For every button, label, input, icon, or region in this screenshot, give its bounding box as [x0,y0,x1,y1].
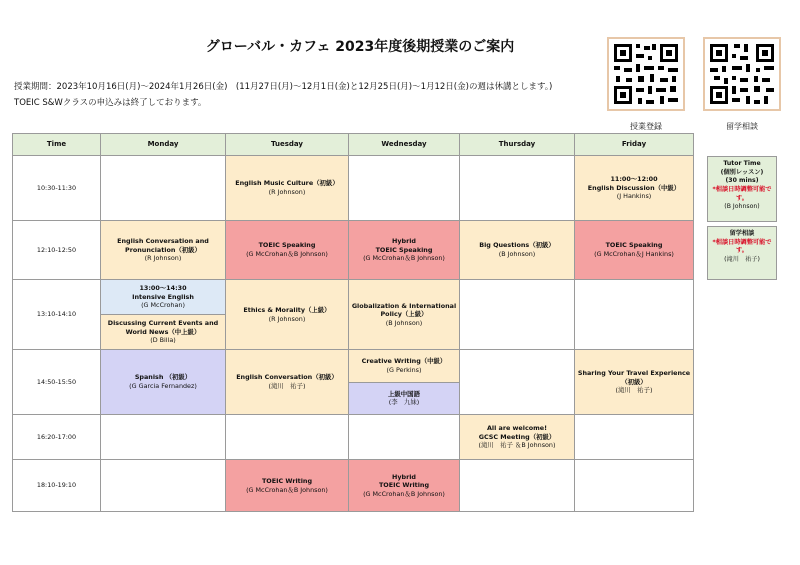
course-name: 上級中国語 [388,389,420,398]
empty-cell [101,460,226,512]
time-slot: 13:10-14:10 [13,280,101,350]
class-cell [575,156,694,221]
instructor: (R Johnson) [144,254,182,263]
time-slot: 14:50-15:50 [13,350,101,415]
tutor-title: Tutor Time [723,160,761,167]
course-name: Spanish （初級） [134,373,192,382]
empty-cell [101,415,226,460]
empty-cell [460,156,575,221]
class-cell [226,460,349,512]
class-cell [226,350,349,415]
course-name: TOEIC Speaking [258,241,316,250]
header-thursday: Thursday [460,134,575,156]
header-row [13,134,694,156]
course-name: Discussing Current Events and World News（中上級） [107,319,219,336]
class-cell [101,314,225,349]
class-cell [101,280,225,314]
course-name: Ethics & Morality（上級） [243,305,331,314]
time-slot: 10:30-11:30 [13,156,101,221]
empty-cell [575,415,694,460]
table-row [13,221,694,280]
class-note: All are welcome! [486,424,548,433]
course-name: TOEIC Speaking [605,241,663,250]
class-format: Hybrid [391,237,416,246]
study-note: *相談日時調整可能です。 [712,238,772,255]
instructor: (G McCrohan＆B Johnson) [363,489,445,498]
instructor: (G McCrohan＆B Johnson) [363,254,445,263]
instructor: (G McCrohan＆J Hankins) [594,250,674,258]
header-time: Time [13,134,101,156]
class-format: Hybrid [391,472,416,481]
page-title: グローバル・カフェ 2023年度後期授業のご案内 [205,39,515,55]
course-name: Globalization & International Policy（上級） [351,301,457,319]
period-text: 授業期間：2023年10月16日(月)～2024年1月26日(金) (11月27日(月)～12月1日(金)と12月25日(月)～1月12日(金)の週は休講とします。) [14,82,553,92]
class-cell [226,156,349,221]
header-monday: Monday [101,134,226,156]
empty-cell [101,156,226,221]
qr-study-abroad[interactable] [702,36,782,132]
qr-register[interactable] [606,36,686,132]
table-row [13,156,694,221]
class-cell [349,280,460,350]
class-cell [460,415,575,460]
course-name: GCSC Meeting（初級） [478,432,556,441]
class-cell [101,350,226,415]
qr-register-label: 授業登録 [630,122,662,131]
tutor-time-box [707,156,777,222]
instructor: (李 九妹) [388,398,420,407]
course-name: Sharing Your Travel Experience（初級） [577,369,691,386]
time-slot: 12:10-12:50 [13,221,101,280]
course-name: Big Questions（初級） [479,241,555,250]
course-name: TOEIC Writing [261,476,313,485]
table-row [13,280,694,350]
tutor-instructor: (B Johnson) [724,203,760,211]
header-wednesday: Wednesday [349,134,460,156]
class-cell [226,221,349,280]
instructor: (G McCrohan) [141,301,185,310]
instructor: (G Garcia Fernandez) [129,382,197,390]
tutor-sub2: (30 mins) [725,177,759,185]
instructor: (D Billa) [150,336,176,345]
class-cell [226,280,349,350]
class-cell [349,221,460,280]
header-tuesday: Tuesday [226,134,349,156]
split-cell [349,350,460,415]
qr-study-abroad-label: 留学相談 [726,122,758,131]
empty-cell [349,156,460,221]
toeic-note: TOEIC S&Wクラスの申込みは終了しております。 [14,98,207,108]
course-name: English Music Culture（初級） [235,179,339,188]
instructor: (B Johnson) [385,318,423,327]
empty-cell [460,460,575,512]
instructor: (G McCrohan＆B Johnson) [246,485,328,494]
course-name: English Conversation and Pronunciation（初級） [117,237,209,254]
time-slot: 18:10-19:10 [13,460,101,512]
empty-cell [460,280,575,350]
empty-cell [226,415,349,460]
instructor: (滝川 祐子 ＆B Johnson) [478,441,556,450]
class-time: 11:00～12:00 [610,175,658,184]
class-cell [101,221,226,280]
course-name: TOEIC Speaking [375,245,433,254]
course-name: Creative Writing（中級） [361,357,447,366]
instructor: (G McCrohan＆B Johnson) [246,250,328,258]
course-name: English Discussion（中級） [587,183,681,192]
table-row [13,350,694,415]
table-row [13,415,694,460]
instructor: (R Johnson) [268,188,306,196]
instructor: (滝川 祐子) [268,382,306,390]
course-name: TOEIC Writing [378,481,430,490]
schedule-table [12,133,694,512]
tutor-note: *相談日時調整可能です。 [712,186,772,202]
qr-code-icon [606,36,686,112]
class-cell [349,382,459,415]
study-abroad-box [707,226,777,280]
course-name: English Conversation（初級） [236,373,338,382]
empty-cell [460,350,575,415]
empty-cell [575,280,694,350]
class-cell [575,350,694,415]
class-cell [575,221,694,280]
study-instructor: (滝川 祐子) [724,256,760,264]
table-row [13,460,694,512]
instructor: (B Johnson) [498,250,536,258]
class-time: 13:00～14:30 [139,284,187,293]
empty-cell [349,415,460,460]
class-cell [349,350,459,382]
split-cell [101,280,226,350]
time-slot: 16:20-17:00 [13,415,101,460]
class-cell [460,221,575,280]
empty-cell [575,460,694,512]
header-friday: Friday [575,134,694,156]
study-title: 留学相談 [729,230,755,237]
instructor: (R Johnson) [268,314,306,323]
tutor-sub1: (個別レッスン) [720,168,764,176]
qr-code-icon [702,36,782,112]
instructor: (G Perkins) [386,365,422,374]
class-cell [349,460,460,512]
instructor: (J Hankins) [616,192,652,201]
course-name: Intensive English [132,292,194,301]
instructor: (滝川 祐子) [615,386,653,395]
